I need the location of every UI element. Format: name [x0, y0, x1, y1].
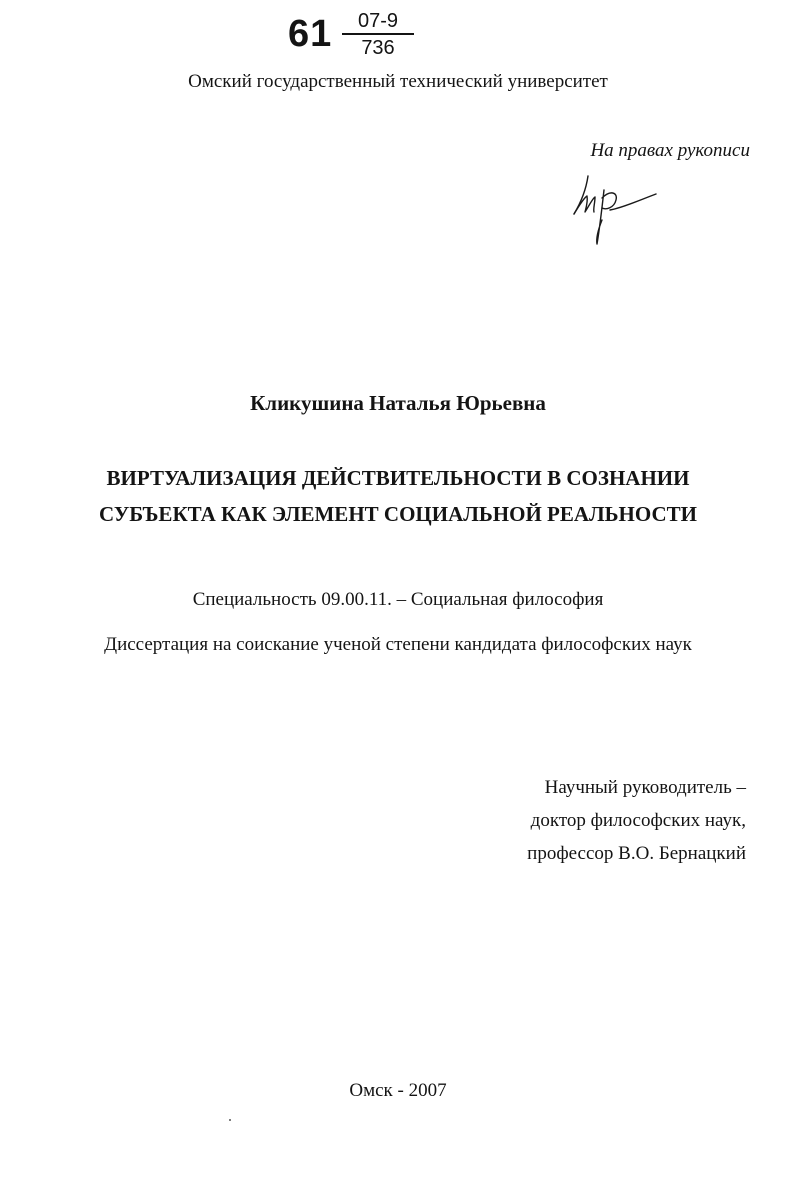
advisor-line-2: доктор философских наук, — [530, 810, 746, 831]
library-code-fraction — [342, 10, 414, 59]
library-code-main: 61 — [288, 13, 333, 55]
degree-line: Диссертация на соискание ученой степени кандидата философских наук — [104, 634, 692, 655]
author-name: Кликушина Наталья Юрьевна — [250, 391, 546, 415]
advisor-line-1: Научный руководитель – — [544, 777, 746, 798]
scan-speck — [229, 1119, 231, 1121]
advisor-line-3: профессор В.О. Бернацкий — [527, 843, 746, 864]
library-code-denominator: 736 — [361, 37, 395, 59]
fraction-line — [342, 33, 414, 35]
dissertation-title — [0, 460, 796, 532]
university-name: Омский государственный технический университет — [188, 71, 608, 92]
title-line-2: СУБЪЕКТА КАК ЭЛЕМЕНТ СОЦИАЛЬНОЙ РЕАЛЬНОСТИ — [98, 502, 697, 526]
title-line-1: ВИРТУАЛИЗАЦИЯ ДЕЙСТВИТЕЛЬНОСТИ В СОЗНАНИИ — [106, 466, 690, 490]
handwritten-signature — [560, 168, 670, 248]
scientific-advisor — [440, 771, 746, 870]
city-year: Омск - 2007 — [349, 1080, 447, 1101]
library-code-numerator: 07-9 — [357, 10, 399, 32]
specialty-line: Специальность 09.00.11. – Социальная философия — [192, 589, 604, 610]
rights-note: На правах рукописи — [590, 140, 750, 161]
